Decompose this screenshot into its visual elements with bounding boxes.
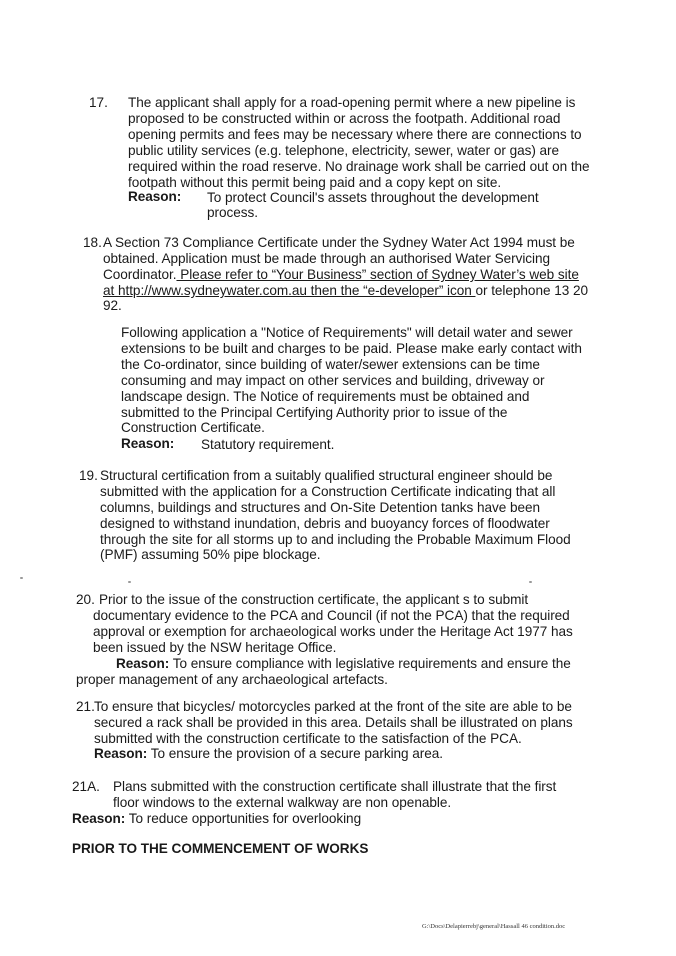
condition-text-line: (PMF) assuming 50% pipe blockage. — [100, 547, 321, 562]
condition-paragraph-line: Construction Certificate. — [121, 420, 265, 435]
reason-text: process. — [207, 205, 258, 220]
telephone-text: or telephone 13 20 — [475, 283, 588, 298]
coordinator-text: Coordinator. — [103, 267, 177, 282]
reason-text: To ensure compliance with legislative requirements and ensure the — [169, 656, 571, 671]
condition-paragraph-line: extensions to be built and charges to be paid. Please make early contact with — [121, 341, 582, 356]
condition-paragraph-line: landscape design. The Notice of requirements must be obtained and — [121, 389, 530, 404]
condition-text-line: required within the road reserve. No drainage work shall be carried out on the — [128, 159, 590, 174]
condition-text-line: through the site for all storms up to and including the Probable Maximum Flood — [100, 532, 571, 547]
condition-number: 19. — [79, 468, 98, 483]
condition-number: 21A. — [72, 779, 100, 794]
condition-paragraph-line: submitted to the Principal Certifying Authority prior to issue of the — [121, 405, 508, 420]
condition-number: 21. — [76, 699, 95, 714]
condition-text-line: approval or exemption for archaeological works under the Heritage Act 1977 has — [93, 624, 573, 639]
condition-text-line: proposed to be constructed within or across the footpath. Additional road — [128, 111, 561, 126]
condition-text-line: footpath without this permit being paid and a copy kept on site. — [128, 175, 502, 190]
reason-line — [72, 811, 361, 827]
reason-line — [94, 746, 443, 762]
condition-text-line — [103, 267, 579, 283]
condition-text-line: Structural certification from a suitably qualified structural engineer should be — [100, 468, 553, 483]
condition-paragraph-line: Following application a "Notice of Requirements" will detail water and sewer — [121, 325, 573, 340]
condition-text-line: To ensure that bicycles/ motorcycles parked at the front of the site are able to be — [94, 699, 572, 714]
condition-text-line: floor windows to the external walkway are non openable. — [113, 795, 452, 810]
scan-speck — [20, 577, 23, 579]
reason-label: Reason: — [121, 436, 175, 451]
footer-file-path: G:\Docs\Delapierrebj\general\Hassall 46 condition.doc — [422, 923, 566, 930]
reason-label: Reason: — [72, 811, 126, 826]
reason-label: Reason: — [94, 746, 148, 761]
condition-text-line: Plans submitted with the construction certificate shall illustrate that the first — [113, 779, 557, 794]
condition-text-line: designed to withstand inundation, debris and buoyancy forces of floodwater — [100, 516, 550, 531]
condition-text-line: A Section 73 Compliance Certificate under the Sydney Water Act 1994 must be — [103, 235, 575, 250]
reason-line — [116, 656, 571, 672]
condition-number: 20. — [76, 592, 95, 607]
condition-text-line — [103, 283, 588, 299]
condition-text-line: obtained. Application must be made through an authorised Water Servicing — [103, 251, 551, 266]
condition-text-line: been issued by the NSW heritage Office. — [93, 640, 337, 655]
condition-text-line: secured a rack shall be provided in this area. Details shall be illustrated on plans — [94, 715, 573, 730]
condition-paragraph-line: the Co-ordinator, since building of water/sewer extensions can be time — [121, 357, 540, 372]
condition-text-line: The applicant shall apply for a road-opening permit where a new pipeline is — [128, 95, 576, 110]
condition-text-line: Prior to the issue of the construction certificate, the applicant s to submit — [99, 592, 529, 607]
reason-label: Reason: — [128, 189, 182, 204]
reason-text: To protect Council's assets throughout the development — [207, 190, 539, 205]
reason-text: proper management of any archaeological artefacts. — [76, 672, 388, 687]
condition-number: 18. — [83, 235, 102, 250]
reason-text: To ensure the provision of a secure parking area. — [147, 746, 444, 761]
condition-text-line: public utility services (e.g. telephone, electricity, sewer, water or gas) are — [128, 143, 560, 158]
condition-number: 17. — [89, 95, 108, 110]
reason-text: Statutory requirement. — [201, 437, 335, 452]
condition-text-line: opening permits and fees may be necessary where there are connections to — [128, 127, 582, 142]
section-heading: PRIOR TO THE COMMENCEMENT OF WORKS — [72, 841, 369, 856]
condition-text-line: 92. — [103, 298, 122, 313]
condition-text-line: submitted with the application for a Construction Certificate indicating that all — [100, 484, 556, 499]
scan-speck — [128, 581, 131, 583]
sydney-water-link[interactable]: Please refer to “Your Business” section of Sydney Water’s web site — [176, 267, 579, 282]
reason-text: To reduce opportunities for overlooking — [125, 811, 362, 826]
reason-label: Reason: — [116, 656, 170, 671]
condition-text-line: documentary evidence to the PCA and Council (if not the PCA) that the required — [93, 608, 570, 623]
condition-text-line: submitted with the construction certificate to the satisfaction of the PCA. — [94, 731, 522, 746]
condition-paragraph-line: consuming and may impact on other services and building, driveway or — [121, 373, 545, 388]
scan-speck — [529, 581, 532, 583]
sydney-water-url-link[interactable]: at http://www.sydneywater.com.au then the “e-developer” icon — [103, 283, 476, 298]
condition-text-line: columns, buildings and structures and On-Site Detention tanks have been — [100, 500, 541, 515]
